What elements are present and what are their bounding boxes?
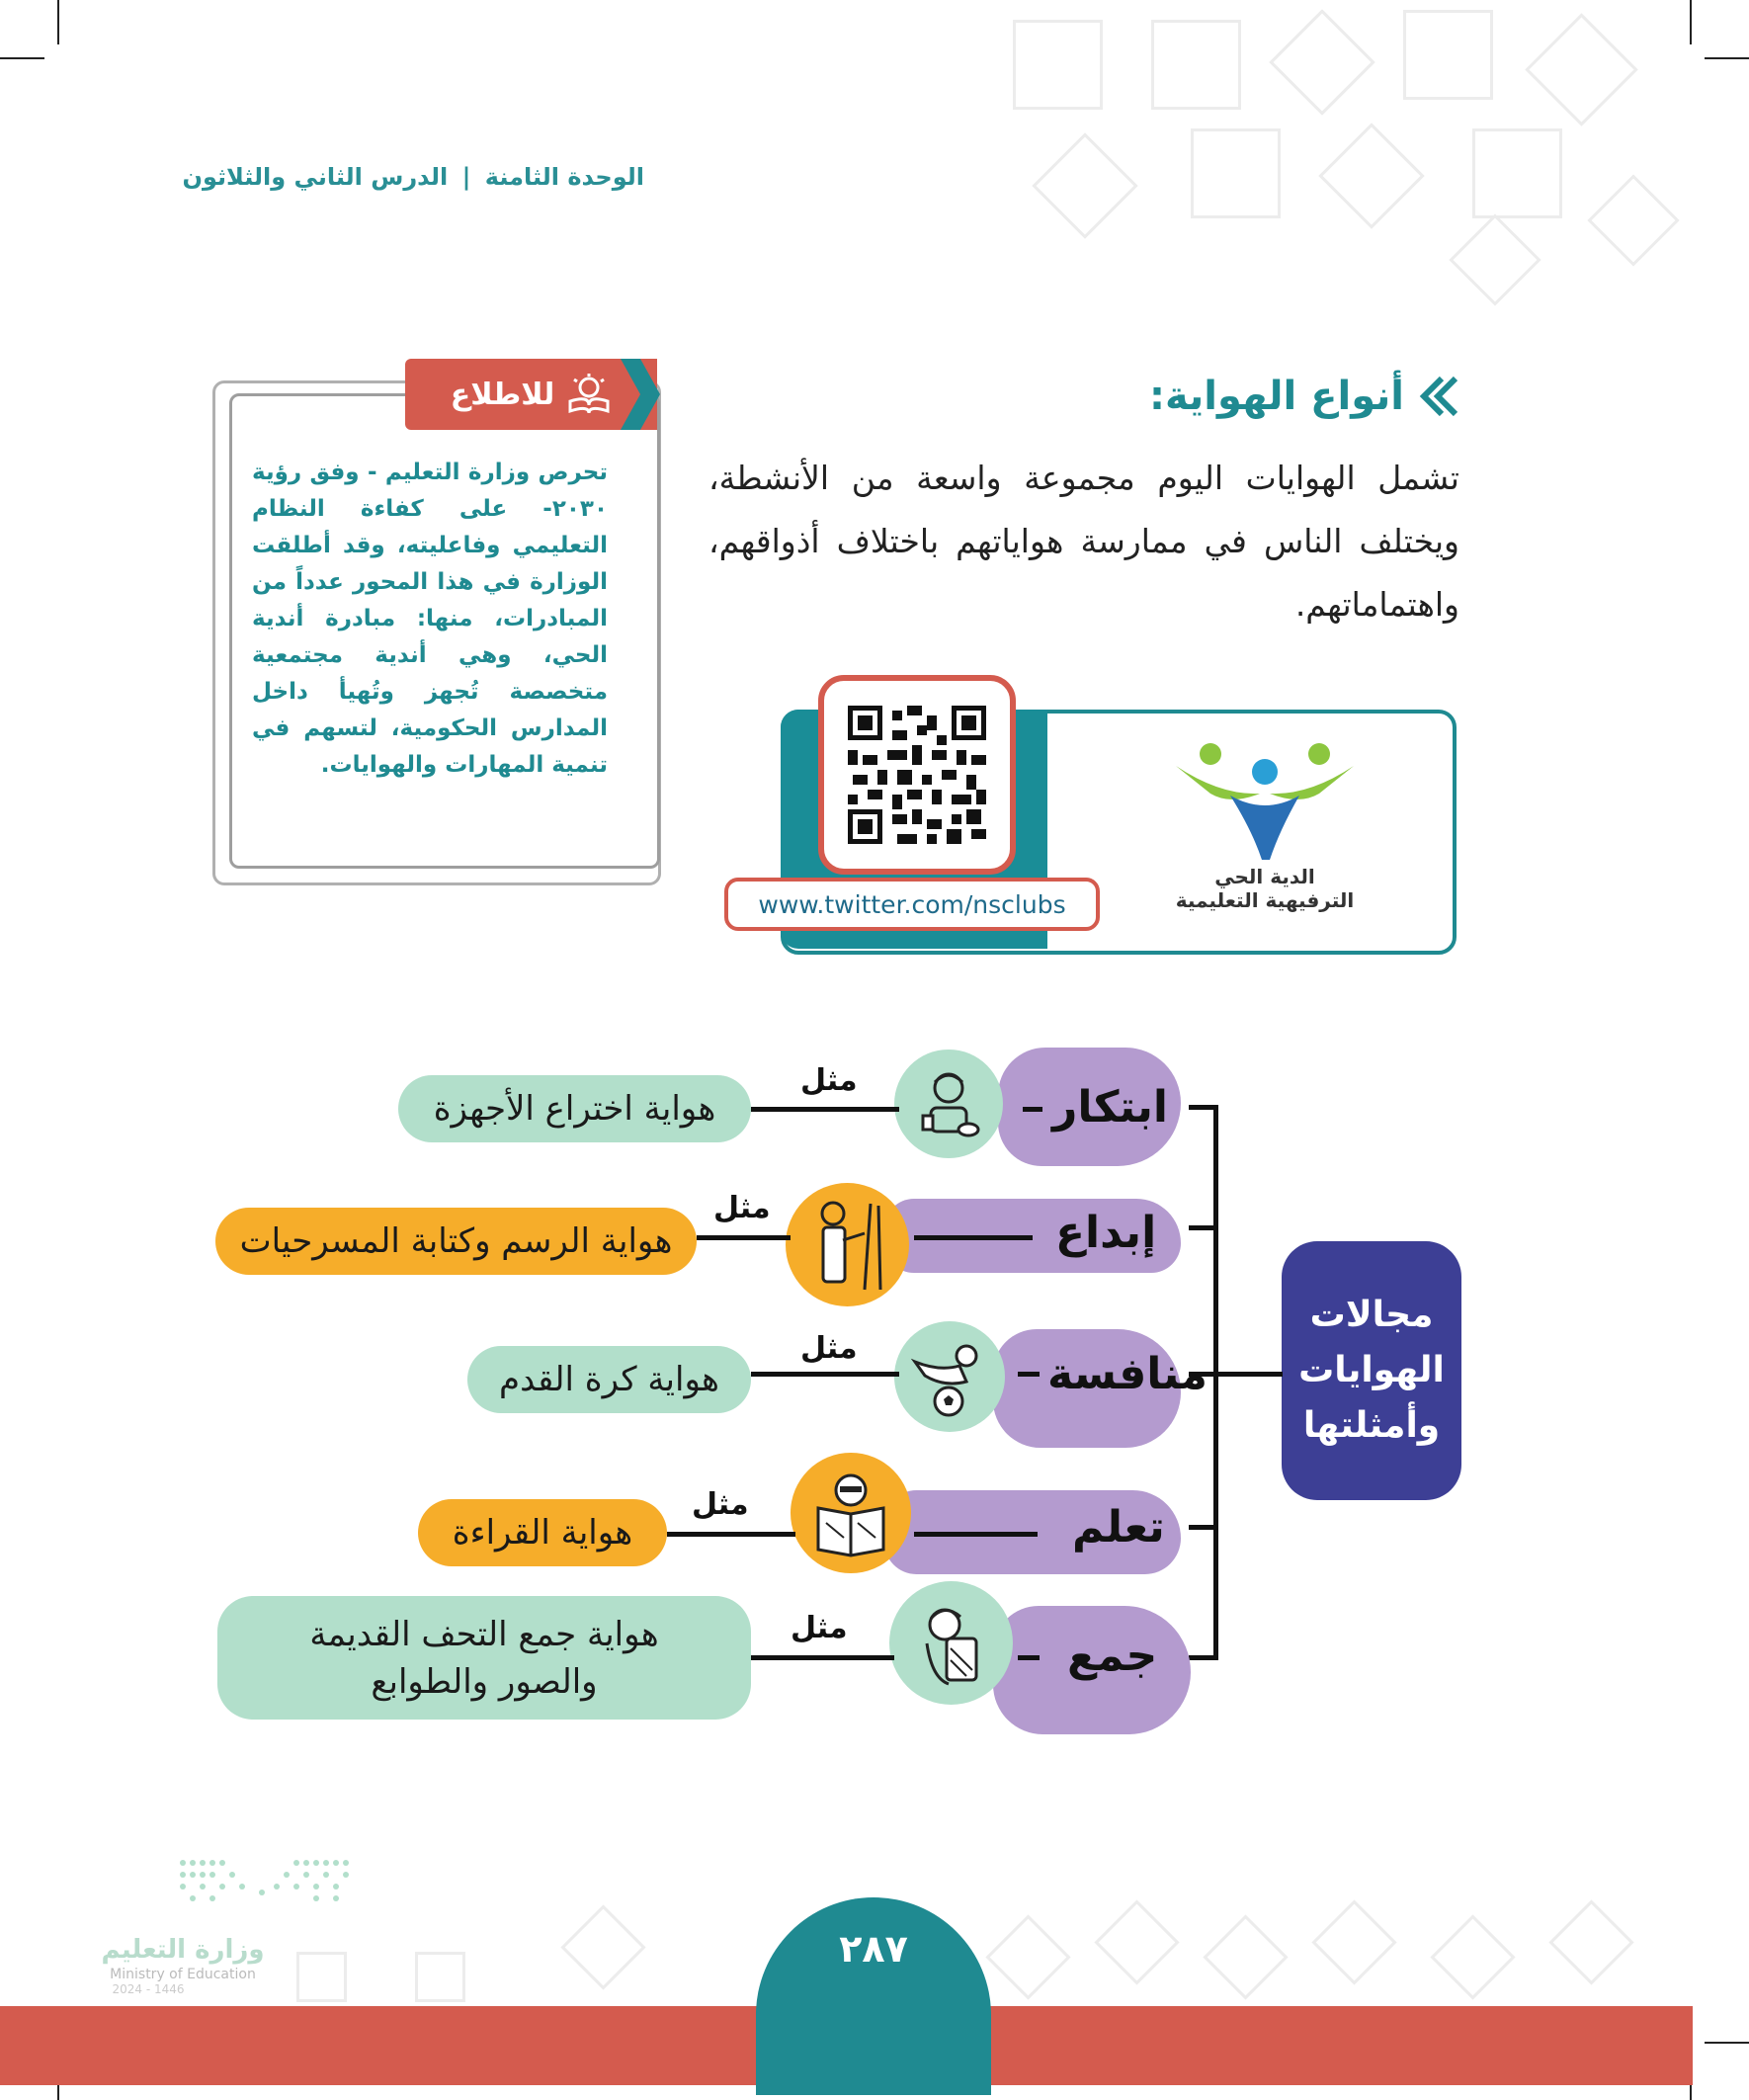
- center-line1: مجالات: [1309, 1295, 1434, 1335]
- reader-icon: [791, 1453, 911, 1573]
- center-connector: [1213, 1372, 1283, 1377]
- ministry-logo: [99, 1858, 356, 1996]
- clubs-logo-icon: [1171, 736, 1359, 865]
- crop-mark: [1705, 2042, 1749, 2044]
- collector-icon: [889, 1581, 1013, 1705]
- example-pill-collecting: [217, 1596, 751, 1720]
- example-word: مثل: [800, 1331, 858, 1366]
- ministry-name-ar: وزارة التعليم: [101, 1935, 265, 1965]
- sidebar-header-ribbon: [405, 359, 657, 430]
- branch-label-creativity: إبداع: [1055, 1208, 1157, 1258]
- qr-code-icon: [848, 706, 986, 844]
- crop-mark: [1705, 57, 1749, 59]
- section-heading: [1149, 374, 1459, 419]
- branch-label-collecting: جمع: [1067, 1631, 1158, 1681]
- example-word: مثل: [713, 1191, 771, 1225]
- ministry-name-en: Ministry of Education: [110, 1967, 256, 1982]
- branch-connector: [667, 1532, 795, 1537]
- branch-connector: [697, 1235, 791, 1240]
- inventor-icon: [894, 1050, 1003, 1158]
- branch-dash: [914, 1235, 1033, 1240]
- branch-connector: [751, 1655, 894, 1660]
- center-line2: الهوايات: [1298, 1350, 1445, 1390]
- crop-mark: [1690, 0, 1692, 44]
- example-word: مثل: [791, 1611, 848, 1645]
- twitter-url: www.twitter.com/nsclubs: [758, 889, 1066, 919]
- example-pill-creativity: هواية الرسم وكتابة المسرحيات: [215, 1208, 697, 1275]
- lightbulb-book-icon: [566, 374, 612, 415]
- branch-label-competition: منافسة: [1047, 1349, 1208, 1399]
- center-line3: وأمثلتها: [1302, 1405, 1441, 1446]
- mindmap-center-node: [1282, 1241, 1461, 1500]
- header-separator: |: [461, 163, 471, 191]
- intro-paragraph: تشمل الهوايات اليوم مجموعة واسعة من الأنشطة، ويختلف الناس في ممارسة هواياتهم باختلاف أذواقهم، واهتماماتهم.: [708, 459, 1459, 624]
- branch-dash: [1023, 1107, 1042, 1112]
- sidebar-title: للاطلاع: [450, 377, 555, 412]
- bracket-tick: [1189, 1105, 1218, 1110]
- lesson-label: الدرس الثاني والثلاثون: [182, 163, 449, 191]
- double-chevron-icon: [1416, 375, 1459, 418]
- example-pill-innovation: هواية اختراع الأجهزة: [398, 1075, 751, 1142]
- branch-label-learning: تعلم: [1072, 1502, 1165, 1553]
- example-line2: والصور والطوابع: [371, 1661, 598, 1702]
- logo-line2: الترفيهية التعليمية: [1175, 888, 1355, 912]
- twitter-link[interactable]: [724, 878, 1100, 931]
- branch-dash: [1018, 1655, 1040, 1660]
- bracket-tick: [1189, 1655, 1218, 1660]
- bracket-tick: [1189, 1525, 1218, 1530]
- logo-line1: الدية الحي: [1214, 865, 1315, 888]
- ministry-dots-icon: [178, 1858, 356, 1917]
- branch-connector: [751, 1107, 899, 1112]
- branch-label-innovation: ابتكار: [1052, 1082, 1169, 1133]
- unit-label: الوحدة الثامنة: [484, 163, 644, 191]
- example-pill-competition: هواية كرة القدم: [467, 1346, 751, 1413]
- qr-code[interactable]: [818, 675, 1016, 875]
- bracket-tick: [1189, 1225, 1218, 1230]
- page-number: ٢٨٧: [839, 1927, 908, 1971]
- branch-connector: [751, 1372, 899, 1377]
- bracket-line: [1213, 1105, 1218, 1660]
- painter-icon: [786, 1183, 909, 1306]
- crop-mark: [57, 0, 59, 44]
- football-player-icon: [894, 1321, 1005, 1432]
- section-title: أنواع الهواية:: [1149, 374, 1404, 419]
- example-word: مثل: [800, 1063, 858, 1098]
- example-pill-learning: هواية القراءة: [418, 1499, 667, 1566]
- branch-dash: [1018, 1372, 1040, 1377]
- crop-mark: [0, 57, 44, 59]
- ribbon-chevron-icon: [621, 359, 660, 430]
- example-line1: هواية جمع التحف القديمة: [309, 1614, 659, 1654]
- page-header: [182, 163, 644, 191]
- example-word: مثل: [692, 1487, 749, 1522]
- ministry-year: 2024 - 1446: [112, 1982, 185, 1996]
- neighborhood-clubs-logo: [1166, 736, 1364, 924]
- sidebar-text: تحرص وزارة التعليم - وفق رؤية ٢٠٣٠- على كفاءة النظام التعليمي وفاعليته، وقد أطلقت الوزارة في هذا المحور عدداً من المبادرات، منها: مبادرة أندية الحي، وهي أندية مجتمعية متخصصة تُجهز وتُهيأ داخل المدارس الحكومية، لتسهم في تنمية المهارات والهوايات.: [252, 460, 608, 778]
- branch-dash: [914, 1532, 1038, 1537]
